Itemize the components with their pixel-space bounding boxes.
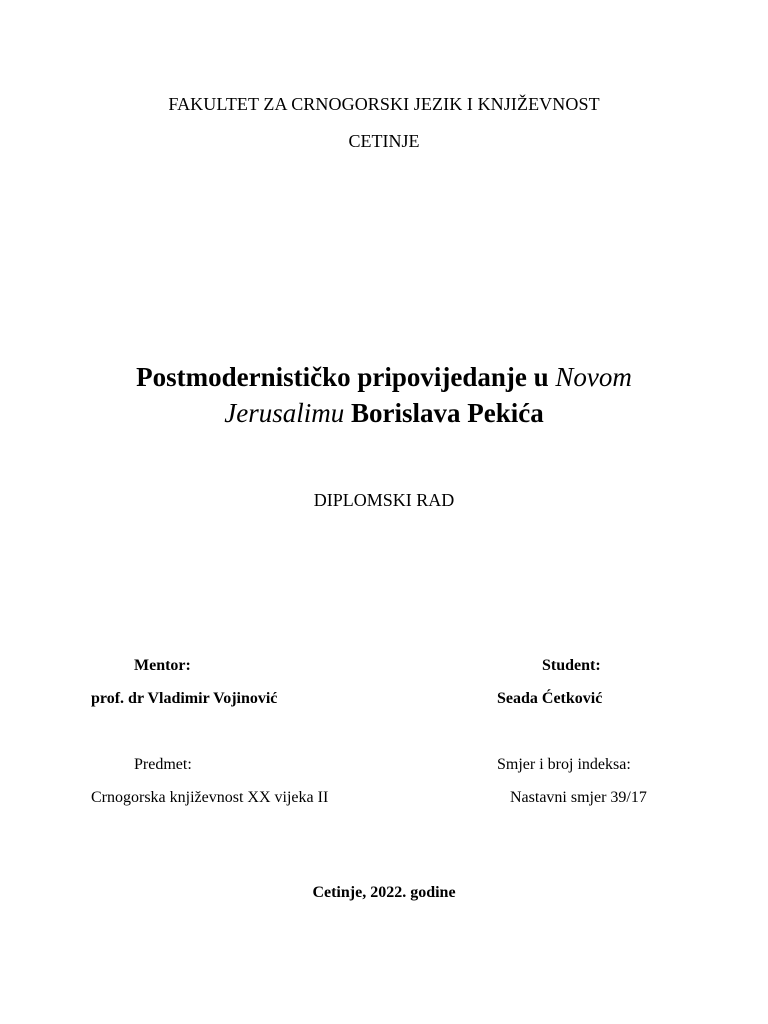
title-line-1-italic: Novom: [555, 362, 632, 392]
faculty-city: CETINJE: [348, 131, 420, 151]
title-line-1-regular: Postmodernističko pripovijedanje u: [136, 362, 556, 392]
student-name: Seada Ćetković: [497, 690, 603, 707]
subject-label: Predmet:: [134, 756, 192, 773]
program-value: Nastavni smjer 39/17: [510, 789, 647, 806]
mentor-label: Mentor:: [134, 657, 191, 674]
faculty-name: FAKULTET ZA CRNOGORSKI JEZIK I KNJIŽEVNOST: [168, 94, 600, 114]
thesis-title-line-1: [0, 362, 768, 393]
title-line-2-regular: Borislava Pekića: [344, 398, 544, 428]
mentor-name: prof. dr Vladimir Vojinović: [91, 690, 278, 707]
program-label: Smjer i broj indeksa:: [497, 756, 631, 773]
thesis-title-line-2: [0, 398, 768, 429]
subject-name: Crnogorska književnost XX vijeka II: [91, 789, 329, 806]
thesis-type: DIPLOMSKI RAD: [313, 490, 455, 510]
title-line-2-italic: Jerusalimu: [224, 398, 345, 428]
student-label: Student:: [542, 657, 601, 674]
place-and-date: Cetinje, 2022. godine: [312, 884, 456, 901]
